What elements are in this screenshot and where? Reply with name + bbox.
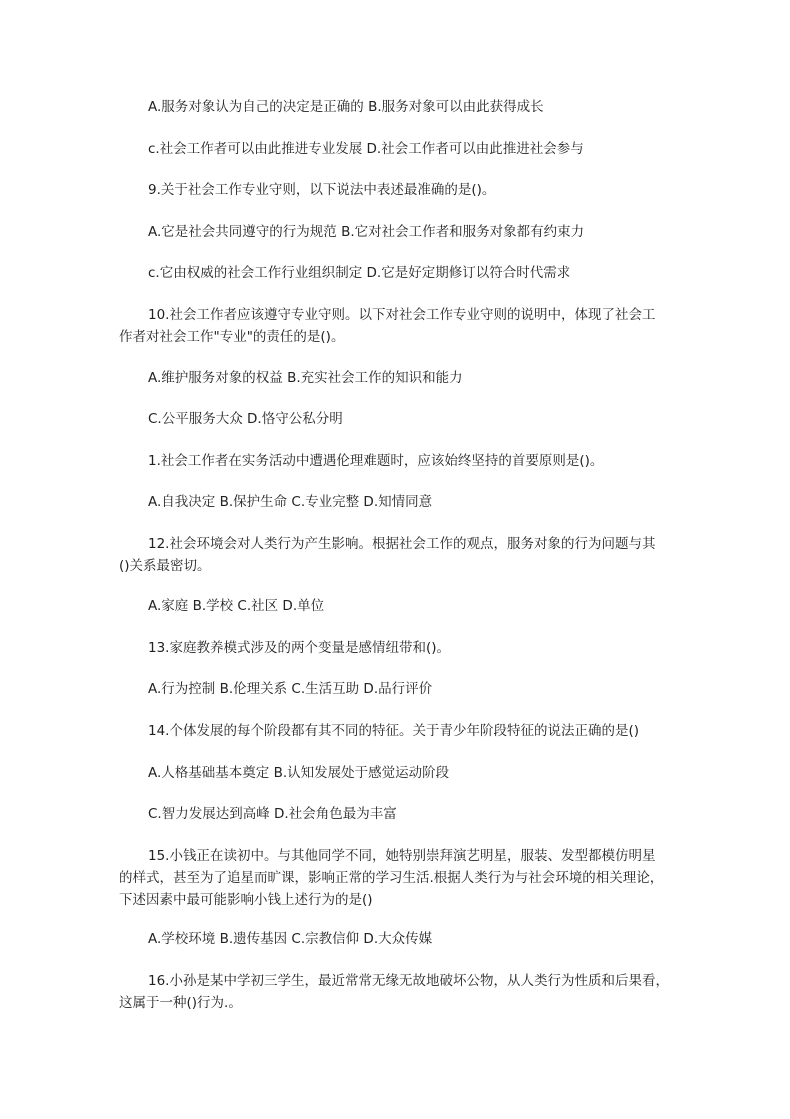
- question-11: 1.社会工作者在实务活动中遭遇伦理难题时，应该始终坚持的首要原则是()。: [148, 453, 604, 469]
- option-line: A.人格基础基本奠定 B.认知发展处于感觉运动阶段: [148, 765, 450, 781]
- question-text: 16.小孙是某中学初三学生，最近常常无缘无故地破坏公物，从人类行为性质和后果看，: [148, 973, 669, 989]
- option-line: A.服务对象认为自己的决定是正确的 B.服务对象可以由此获得成长: [148, 99, 544, 115]
- question-text: 作者对社会工作"专业"的责任的是()。: [119, 329, 345, 345]
- option-line: A.自我决定 B.保护生命 C.专业完整 D.知情同意: [148, 494, 433, 510]
- question-9: 9.关于社会工作专业守则，以下说法中表述最准确的是()。: [148, 182, 496, 198]
- question-10: [119, 304, 679, 348]
- option-line: A.它是社会共同遵守的行为规范 B.它对社会工作者和服务对象都有约束力: [148, 224, 585, 240]
- option-line: A.家庭 B.学校 C.社区 D.单位: [148, 598, 325, 614]
- question-text: 的样式，甚至为了追星而旷课，影响正常的学习生活.根据人类行为与社会环境的相关理论，: [119, 870, 664, 886]
- option-line: A.学校环境 B.遗传基因 C.宗教信仰 D.大众传媒: [148, 931, 433, 947]
- question-13: 13.家庭教养模式涉及的两个变量是感情纽带和()。: [148, 640, 451, 656]
- question-text: 这属于一种()行为.。: [119, 995, 242, 1011]
- option-line: C.智力发展达到高峰 D.社会角色最为丰富: [148, 806, 397, 822]
- question-14: 14.个体发展的每个阶段都有其不同的特征。关于青少年阶段特征的说法正确的是(): [148, 723, 640, 739]
- question-text: 12.社会环境会对人类行为产生影响。根据社会工作的观点，服务对象的行为问题与其: [148, 536, 656, 552]
- question-15: [119, 845, 679, 911]
- question-16: [119, 970, 679, 1014]
- option-line: c.社会工作者可以由此推进专业发展 D.社会工作者可以由此推进社会参与: [148, 141, 584, 157]
- question-text: 下述因素中最可能影响小钱上述行为的是(): [119, 892, 373, 908]
- question-text: 10.社会工作者应该遵守专业守则。以下对社会工作专业守则的说明中，体现了社会工: [148, 307, 656, 323]
- option-line: C.公平服务大众 D.恪守公私分明: [148, 411, 343, 427]
- question-text: ()关系最密切。: [119, 558, 211, 574]
- option-line: A.行为控制 B.伦理关系 C.生活互助 D.品行评价: [148, 681, 433, 697]
- question-12: [119, 533, 679, 577]
- question-text: 15.小钱正在读初中。与其他同学不同，她特别崇拜演艺明星，服装、发型都模仿明星: [148, 848, 656, 864]
- option-line: A.维护服务对象的权益 B.充实社会工作的知识和能力: [148, 370, 463, 386]
- option-line: c.它由权威的社会工作行业组织制定 D.它是好定期修订以符合时代需求: [148, 265, 571, 281]
